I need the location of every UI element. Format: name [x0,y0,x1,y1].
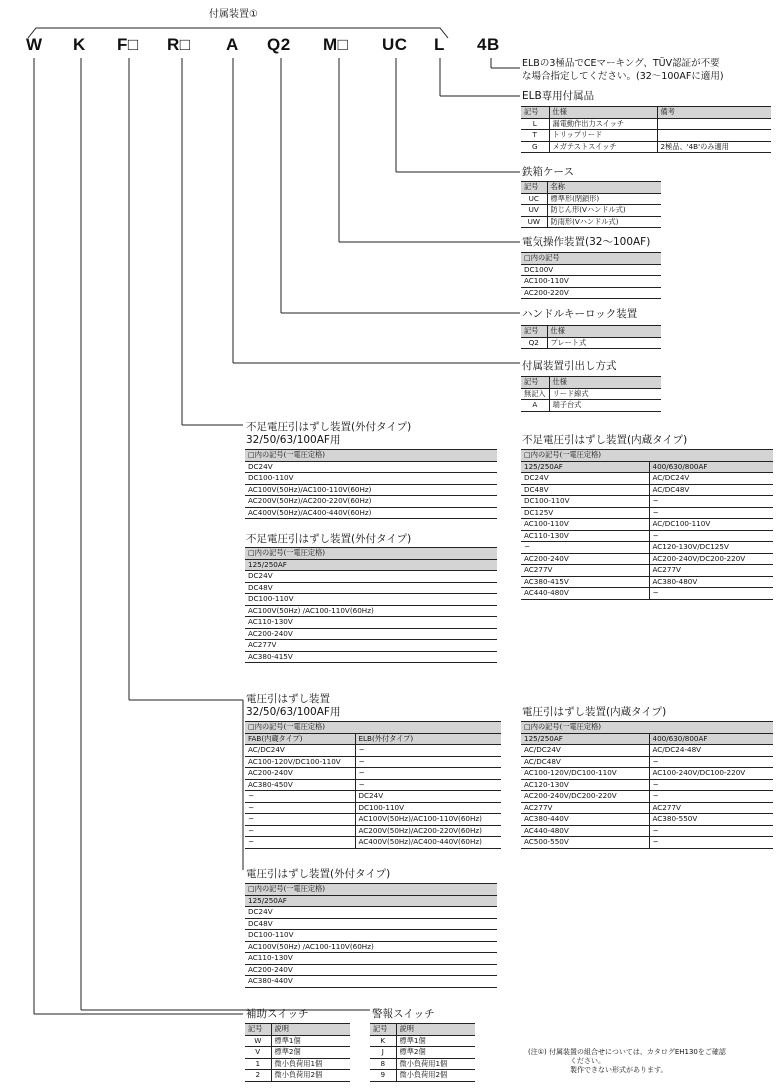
note-4b-line2: な場合指定してください。(32〜100AFに適用) [522,71,724,82]
table-row: J 標準2個 [370,1047,475,1059]
uvt-ext-small-subtitle: 32/50/63/100AF用 [246,434,341,446]
code-k: K [73,35,86,54]
table-row: DC48V [245,918,497,930]
lead-title: 付属装置引出し方式 [522,360,617,372]
shunt-small-title: 電圧引はずし装置 [246,693,330,705]
table-row: DC100-110V [245,473,497,485]
footnote-line1: (注①) 付属装置の組合せについては、カタログEH130をご確認 [528,1048,726,1056]
table-row: AC110-130V [245,953,497,965]
table-row: AC/DC24V − [245,745,501,757]
table-row: DC100-110V [245,594,497,606]
table-row: AC100V(50Hz)/AC100-110V(60Hz) [245,484,497,496]
table-row: AC200-240V [245,964,497,976]
shunt-int-table: □内の記号(一電圧定格) 125/250AF 400/630/800AF AC/DC24V AC/DC24-48V AC/DC48V − AC100-120V/DC100-110V AC100-240V/DC100-220V AC120-130V − AC200-240V/DC200-220V − AC277V AC277V AC380-440V AC380-550V AC440-480V − AC500-550V − [521,721,773,849]
table-row: − AC200V(50Hz)/AC200-220V(60Hz) [245,825,501,837]
alarm-title: 警報スイッチ [372,1008,435,1020]
table-row: DC100-110V − [521,496,773,508]
table-row: 1 微小負荷用1個 [245,1058,350,1070]
motor-table: □内の記号 DC100V AC100-110V AC200-220V [521,252,661,299]
table-row: AC100-120V/DC100-110V − [245,756,501,768]
table-row: AC277V AC277V [521,802,773,814]
table-row: AC100-110V AC/DC100-110V [521,519,773,531]
table-row: Q2 プレート式 [521,337,661,349]
table-row: UW 防雨形(Vハンドル式) [521,216,661,228]
table-row: UC 標準形(閉鎖形) [521,193,661,205]
table-row: DC100-110V [245,930,497,942]
table-row: DC48V [245,582,497,594]
uvt-ext-small-table: □内の記号(一電圧定格) DC24V DC100-110V AC100V(50Hz)/AC100-110V(60Hz) AC200V(50Hz)/AC200-220V(60Hz) AC400V(50Hz)/AC400-440V(60Hz) [245,449,497,519]
code-l: L [434,35,445,54]
table-row: − AC120-130V/DC125V [521,542,773,554]
table-row: K 標準1個 [370,1035,475,1047]
table-row: AC200-220V [521,287,661,299]
table-row: AC440-480V − [521,588,773,600]
table-row: AC200V(50Hz)/AC200-220V(60Hz) [245,496,497,508]
table-row: T トリップリード [521,130,771,142]
table-row: − AC400V(50Hz)/AC400-440V(60Hz) [245,837,501,849]
table-row: AC110-130V − [521,530,773,542]
handle-table: 記号 仕様 Q2 プレート式 [521,325,661,349]
handle-title: ハンドルキーロック装置 [522,308,638,320]
code-a: A [226,35,239,54]
table-row: AC100V(50Hz) /AC100-110V(60Hz) [245,605,497,617]
table-row: AC200-240V/DC200-220V − [521,791,773,803]
uvt-int-title: 不足電圧引はずし装置(内蔵タイプ) [522,434,688,446]
code-4b: 4B [477,35,500,54]
table-row: − DC100-110V [245,802,501,814]
uvt-ext-125-table: □内の記号(一電圧定格) 125/250AF DC24V DC48V DC100-110V AC100V(50Hz) /AC100-110V(60Hz) AC110-130V AC200-240V AC277V AC380-415V [245,547,497,663]
table-row: UV 防じん形(Vハンドル式) [521,205,661,217]
elb-acc-table: 記号 仕様 備考 L 漏電動作出力スイッチ T トリップリード G メガテストスイッチ 2極品、'4B'のみ適用 [521,106,771,153]
table-row: AC380-450V − [245,779,501,791]
table-row: AC380-440V AC380-550V [521,814,773,826]
shunt-small-subtitle: 32/50/63/100AF用 [246,706,341,718]
table-row: − DC24V [245,791,501,803]
table-row: DC125V − [521,507,773,519]
table-row: AC380-415V AC380-480V [521,576,773,588]
table-row: DC100V [521,264,661,276]
table-row: AC110-130V [245,617,497,629]
table-row: AC100-110V [521,276,661,288]
table-row: 2 微小負荷用2個 [245,1070,350,1082]
elb-acc-title: ELB専用付属品 [522,90,595,102]
code-q2: Q2 [267,35,291,54]
shunt-int-title: 電圧引はずし装置(内蔵タイプ) [522,706,667,718]
lead-table: 記号 仕様 無記入 リード線式 A 端子台式 [521,376,661,412]
table-row: AC100V(50Hz) /AC100-110V(60Hz) [245,941,497,953]
table-row: L 漏電動作出力スイッチ [521,118,771,130]
table-row: AC/DC48V − [521,756,773,768]
table-row: G メガテストスイッチ 2極品、'4B'のみ適用 [521,141,771,153]
uvt-ext-small-title: 不足電圧引はずし装置(外付タイプ) [246,421,412,433]
table-row: AC/DC24V AC/DC24-48V [521,745,773,757]
table-row: AC380-415V [245,651,497,663]
footnote-line3: 製作できない形式があります。 [570,1066,668,1074]
code-m: M□ [323,35,349,54]
table-row: AC277V [245,640,497,652]
code-f: F□ [117,35,139,54]
shunt-ext-table: □内の記号(一電圧定格) 125/250AF DC24V DC48V DC100-110V AC100V(50Hz) /AC100-110V(60Hz) AC110-130V AC200-240V AC380-440V [245,883,497,988]
table-row: W 標準1個 [245,1035,350,1047]
uvt-ext-125-title: 不足電圧引はずし装置(外付タイプ) [246,533,412,545]
table-row: 無記入 リード線式 [521,388,661,400]
table-row: DC24V [245,571,497,583]
aux-table: 記号 説明 W 標準1個 V 標準2個 1 微小負荷用1個 2 微小負荷用2個 [245,1023,350,1082]
footnote-line2: ください。 [570,1057,605,1065]
table-row: AC200-240V [245,628,497,640]
code-r: R□ [167,35,191,54]
table-row: 8 微小負荷用1個 [370,1058,475,1070]
table-row: AC200-240V − [245,768,501,780]
table-row: AC500-550V − [521,837,773,849]
table-row: DC48V AC/DC48V [521,484,773,496]
uvt-int-table: □内の記号(一電圧定格) 125/250AF 400/630/800AF DC24V AC/DC24V DC48V AC/DC48V DC100-110V − DC125V − AC100-110V AC/DC100-110V AC110-130V − − AC120-130V/DC125V AC200-240V AC200-240V/DC200-220V AC277V AC277V AC380-415V AC380-480V AC440-480V − [521,449,773,600]
table-row: AC100-120V/DC100-110V AC100-240V/DC100-220V [521,768,773,780]
table-row: DC24V [245,461,497,473]
case-table: 記号 名称 UC 標準形(閉鎖形) UV 防じん形(Vハンドル式) UW 防雨形(Vハンドル式) [521,181,661,228]
aux-title: 補助スイッチ [246,1008,309,1020]
note-4b-line1: ELBの3極品でCEマーキング、TÜV認証が不要 [522,58,720,69]
shunt-ext-title: 電圧引はずし装置(外付タイプ) [246,868,391,880]
alarm-table: 記号 説明 K 標準1個 J 標準2個 8 微小負荷用1個 9 微小負荷用2個 [370,1023,475,1082]
table-row: − AC100V(50Hz)/AC100-110V(60Hz) [245,814,501,826]
table-row: 9 微小負荷用2個 [370,1070,475,1082]
table-row: AC380-440V [245,976,497,988]
table-row: AC400V(50Hz)/AC400-440V(60Hz) [245,507,497,519]
table-row: AC200-240V AC200-240V/DC200-220V [521,553,773,565]
table-row: DC24V [245,907,497,919]
motor-title: 電気操作装置(32〜100AF) [522,236,651,248]
header-title: 付属装置① [209,9,258,20]
table-row: DC24V AC/DC24V [521,473,773,485]
shunt-small-table: □内の記号(一電圧定格) FAB(内蔵タイプ) ELB(外付タイプ) AC/DC24V − AC100-120V/DC100-110V − AC200-240V − AC380-450V − − DC24V − DC100-110V − AC100V(50Hz)/AC100-110V(60Hz) − AC200V(50Hz)/AC200-220V(60Hz) − AC400V(50Hz)/AC400-440V(60Hz) [245,721,501,849]
code-w: W [26,35,43,54]
table-row: AC120-130V − [521,779,773,791]
code-uc: UC [382,35,408,54]
table-row: A 端子台式 [521,400,661,412]
table-row: AC440-480V − [521,825,773,837]
table-row: V 標準2個 [245,1047,350,1059]
case-title: 鉄箱ケース [522,166,574,178]
table-row: AC277V AC277V [521,565,773,577]
